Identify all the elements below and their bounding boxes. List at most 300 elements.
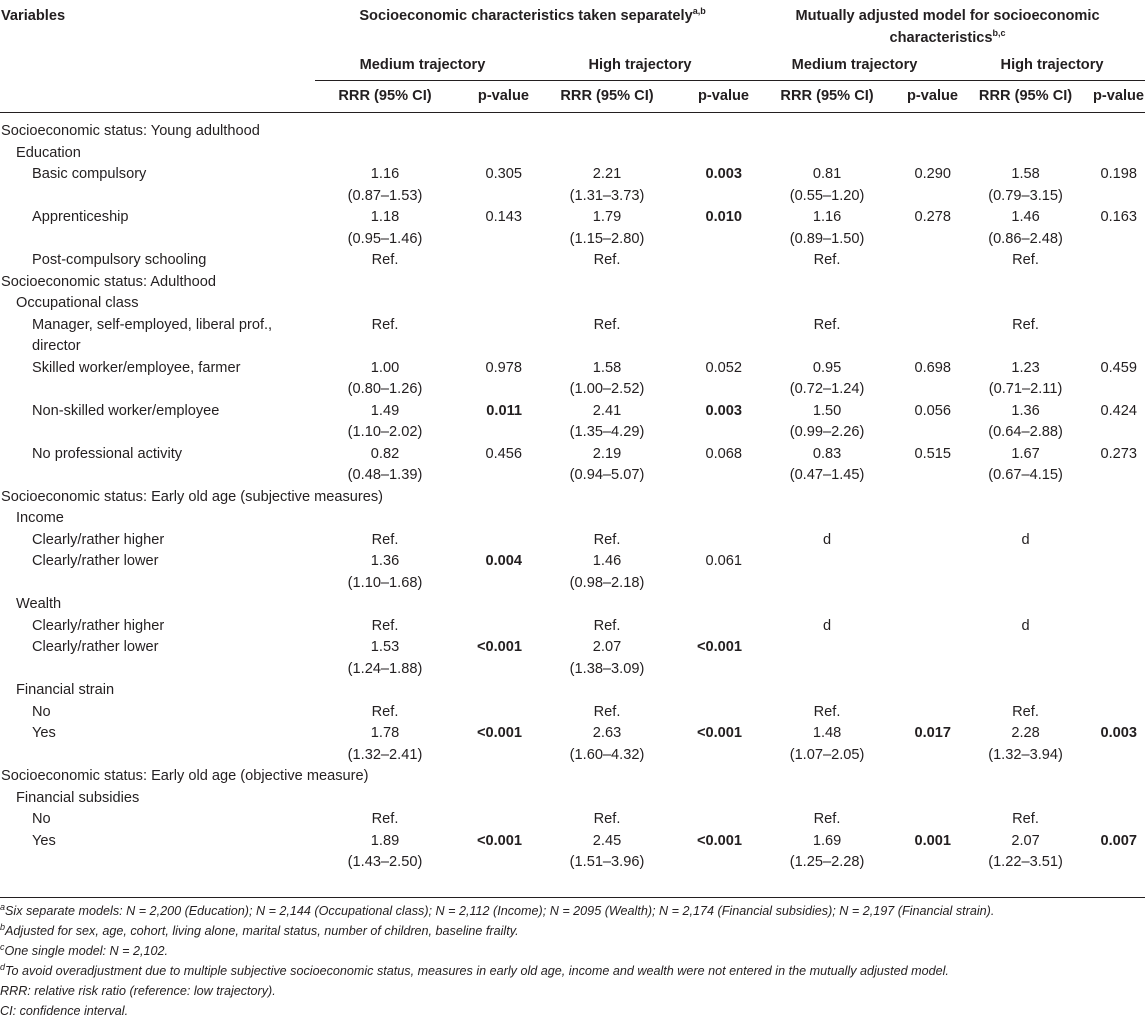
rrr-value: Ref. — [593, 617, 621, 634]
table-row — [0, 315, 1145, 358]
pvalue-cell — [1092, 637, 1145, 680]
ci-value: (0.80–1.26) — [347, 381, 423, 397]
rrr-value: Ref. — [593, 316, 621, 333]
ci-value: (0.71–2.11) — [988, 381, 1063, 397]
pvalue: 0.011 — [486, 402, 522, 419]
ci-value: (0.64–2.88) — [988, 424, 1063, 440]
ci-value: (0.86–2.48) — [988, 230, 1063, 247]
pvalue: 0.459 — [1100, 359, 1138, 376]
table-row — [0, 444, 1145, 487]
row-label: Clearly/rather lower — [32, 553, 159, 569]
rrr-cell — [530, 401, 684, 444]
row-label: Occupational class — [16, 295, 139, 311]
rrr-cell — [530, 723, 684, 766]
rrr-cell — [315, 207, 455, 250]
pvalue-cell — [455, 315, 530, 358]
rrr-value: 1.36 — [370, 553, 400, 569]
pvalue-cell — [684, 164, 750, 207]
row-label: Basic compulsory — [32, 166, 147, 182]
pvalue-header: p-value — [906, 87, 959, 104]
rrr-value: 1.16 — [370, 166, 400, 182]
table-row — [0, 637, 1145, 680]
adjusted-medium-header: Medium trajectory — [750, 49, 959, 80]
rrr-cell — [750, 637, 904, 680]
pvalue: 0.056 — [914, 402, 952, 419]
rrr-cell — [750, 809, 904, 831]
table-row — [0, 401, 1145, 444]
rrr-value: d — [822, 617, 832, 634]
rrr-value: 2.19 — [592, 445, 622, 462]
rrr-cell — [750, 831, 904, 878]
ci-value: (1.24–1.88) — [347, 660, 423, 677]
pvalue-cell — [904, 702, 959, 724]
row-label: Income — [16, 510, 64, 526]
pvalue-cell — [684, 401, 750, 444]
pvalue-header: p-value — [697, 87, 750, 104]
pvalue-cell — [455, 723, 530, 766]
footnote — [0, 901, 1145, 921]
pvalue: 0.143 — [485, 209, 522, 225]
pvalue-cell — [684, 315, 750, 358]
rrr-cell — [530, 444, 684, 487]
rrr-value: 1.23 — [1011, 359, 1040, 376]
rrr-value: 1.48 — [812, 725, 842, 741]
section-row — [0, 293, 1145, 315]
rrr-cell — [530, 637, 684, 680]
pvalue: 0.004 — [485, 553, 522, 569]
footnote — [0, 981, 1145, 1001]
pvalue: 0.515 — [914, 445, 952, 462]
rrr-value: Ref. — [813, 703, 841, 720]
rrr-cell — [315, 809, 455, 831]
pvalue: <0.001 — [476, 639, 522, 655]
ci-value: (0.67–4.15) — [988, 467, 1063, 483]
pvalue-cell — [455, 702, 530, 724]
pvalue-cell — [455, 616, 530, 638]
pvalue-cell — [684, 723, 750, 766]
rrr-value: Ref. — [593, 252, 621, 268]
pvalue-cell — [455, 831, 530, 878]
rrr-cell — [959, 401, 1092, 444]
pvalue-cell — [455, 250, 530, 272]
rrr-cell — [959, 637, 1092, 680]
pvalue-cell — [455, 444, 530, 487]
ci-value: (0.87–1.53) — [347, 187, 423, 204]
footnote-text: CI: confidence interval. — [0, 1004, 129, 1018]
pvalue-cell — [455, 530, 530, 552]
rrr-value: 2.07 — [592, 639, 622, 655]
table-body — [0, 113, 1145, 878]
ci-value: (1.60–4.32) — [569, 746, 645, 763]
rrr-cell — [315, 530, 455, 552]
rrr-value: Ref. — [371, 252, 399, 268]
ci-value: (1.10–1.68) — [347, 574, 423, 591]
rrr-header: RRR (95% CI) — [338, 87, 432, 104]
rrr-value: 1.49 — [370, 402, 400, 419]
pvalue: 0.052 — [705, 359, 743, 376]
rrr-cell — [530, 551, 684, 594]
rrr-value: Ref. — [593, 811, 621, 827]
rrr-header: RRR (95% CI) — [978, 87, 1073, 104]
rrr-value: 1.46 — [1011, 209, 1040, 225]
rrr-value: Ref. — [371, 316, 399, 333]
ci-value: (1.22–3.51) — [988, 854, 1063, 870]
rrr-value: 2.63 — [592, 725, 622, 741]
pvalue: 0.698 — [914, 359, 952, 376]
pvalue-cell — [904, 358, 959, 401]
ci-value: (1.10–2.02) — [347, 424, 423, 440]
rrr-cell — [959, 315, 1092, 358]
ci-value: (0.55–1.20) — [789, 187, 865, 204]
ci-value: (1.51–3.96) — [569, 854, 645, 870]
rrr-cell — [959, 444, 1092, 487]
pvalue: 0.001 — [914, 832, 952, 849]
pvalue: 0.003 — [705, 166, 743, 182]
pvalue: 0.003 — [1100, 725, 1138, 741]
rrr-cell — [750, 164, 904, 207]
rrr-value: Ref. — [371, 811, 399, 827]
pvalue-cell — [904, 164, 959, 207]
rrr-value: Ref. — [593, 703, 621, 720]
rrr-value: 0.82 — [370, 445, 400, 462]
row-label: Yes — [32, 725, 56, 741]
row-label: Clearly/rather lower — [32, 639, 159, 655]
pvalue: 0.003 — [705, 402, 743, 419]
rrr-cell — [959, 358, 1092, 401]
adjusted-high-header: High trajectory — [959, 49, 1145, 80]
row-label: Manager, self-employed, liberal prof., director — [32, 316, 273, 354]
rrr-cell — [959, 530, 1092, 552]
row-label: Wealth — [16, 596, 62, 612]
rrr-value: 1.00 — [370, 359, 400, 376]
pvalue-cell — [1092, 315, 1145, 358]
rrr-cell — [315, 637, 455, 680]
rrr-cell — [959, 207, 1092, 250]
ci-value: (0.94–5.07) — [569, 467, 645, 483]
rrr-cell — [530, 616, 684, 638]
rrr-cell — [750, 250, 904, 272]
rrr-value: 2.21 — [592, 166, 622, 182]
pvalue-cell — [684, 809, 750, 831]
rrr-value: Ref. — [1012, 316, 1039, 333]
row-label: Non-skilled worker/employee — [32, 402, 220, 419]
pvalue-cell — [455, 401, 530, 444]
rrr-value: 2.07 — [1011, 832, 1040, 849]
footnote — [0, 941, 1145, 961]
pvalue-cell — [455, 207, 530, 250]
ci-value: (1.32–2.41) — [347, 746, 423, 763]
pvalue: 0.007 — [1100, 832, 1138, 849]
table-row — [0, 358, 1145, 401]
row-label: Socioeconomic status: Early old age (objective measure) — [1, 768, 369, 784]
pvalue-cell — [684, 530, 750, 552]
pvalue: <0.001 — [696, 725, 743, 741]
pvalue: 0.061 — [705, 553, 743, 569]
footnote-text: Six separate models: N = 2,200 (Education); N = 2,144 (Occupational class); N = 2,112 (Income); N = 2095 (Wealth); N = 2,174 (Financial subsidies); N = 2,197 (Financial strain). — [5, 904, 995, 918]
rrr-cell — [530, 250, 684, 272]
rrr-value: 0.95 — [812, 359, 842, 376]
separate-medium-header: Medium trajectory — [315, 49, 530, 80]
pvalue-cell — [904, 551, 959, 594]
rrr-cell — [750, 358, 904, 401]
pvalue-cell — [455, 809, 530, 831]
ci-value: (0.98–2.18) — [569, 574, 645, 591]
pvalue: 0.978 — [485, 359, 522, 376]
footnote-text: To avoid overadjustment due to multiple subjective socioeconomic status, measures in early old age, income and wealth were not entered in the mutually adjusted model. — [5, 964, 949, 978]
pvalue: 0.163 — [1100, 209, 1138, 225]
rrr-value: Ref. — [371, 617, 399, 634]
pvalue: <0.001 — [696, 832, 743, 849]
pvalue-cell — [684, 358, 750, 401]
rrr-value: 1.53 — [370, 639, 400, 655]
pvalue: 0.424 — [1100, 402, 1138, 419]
rrr-cell — [959, 551, 1092, 594]
ci-value: (1.38–3.09) — [569, 660, 645, 677]
row-label: Financial subsidies — [16, 789, 140, 806]
separate-models-header: Socioeconomic characteristics taken separately$^{a,b}$ — [359, 6, 706, 24]
ci-value: (1.07–2.05) — [789, 746, 865, 763]
pvalue-cell — [1092, 358, 1145, 401]
rrr-cell — [959, 164, 1092, 207]
rrr-value: Ref. — [1012, 811, 1039, 827]
ci-value: (0.95–1.46) — [347, 230, 423, 247]
table-row — [0, 551, 1145, 594]
section-row — [0, 487, 1145, 509]
ci-value: (1.15–2.80) — [569, 230, 645, 247]
pvalue-cell — [455, 358, 530, 401]
rrr-cell — [959, 702, 1092, 724]
ci-value: (1.35–4.29) — [569, 424, 645, 440]
ci-value: (0.79–3.15) — [988, 187, 1063, 204]
rrr-value: Ref. — [371, 703, 399, 720]
rrr-value: d — [1021, 531, 1030, 548]
row-label: Financial strain — [16, 682, 115, 698]
pvalue-cell — [684, 616, 750, 638]
rrr-value: 1.46 — [592, 553, 622, 569]
rrr-cell — [530, 831, 684, 878]
table-row — [0, 723, 1145, 766]
table-row — [0, 207, 1145, 250]
rrr-cell — [315, 401, 455, 444]
pvalue: <0.001 — [476, 725, 522, 741]
pvalue-cell — [455, 551, 530, 594]
rrr-value: 1.58 — [1011, 166, 1040, 182]
ci-value: (1.25–2.28) — [789, 854, 865, 870]
rrr-cell — [959, 723, 1092, 766]
row-label: No — [32, 703, 51, 720]
footnote-mark: d — [0, 961, 6, 972]
rrr-cell — [530, 358, 684, 401]
footnote-mark: c — [0, 941, 5, 952]
rrr-value: 1.50 — [812, 402, 842, 419]
rrr-cell — [750, 401, 904, 444]
rrr-cell — [750, 444, 904, 487]
table-row — [0, 809, 1145, 831]
rrr-cell — [750, 702, 904, 724]
pvalue-cell — [684, 250, 750, 272]
rrr-cell — [959, 616, 1092, 638]
section-row — [0, 508, 1145, 530]
table-row — [0, 616, 1145, 638]
pvalue: 0.010 — [705, 209, 743, 225]
pvalue-cell — [455, 164, 530, 207]
rrr-value: 2.28 — [1011, 725, 1040, 741]
rrr-header: RRR (95% CI) — [560, 87, 654, 104]
rrr-value: Ref. — [1012, 703, 1039, 720]
pvalue-cell — [684, 207, 750, 250]
rrr-cell — [750, 616, 904, 638]
row-label: Socioeconomic status: Adulthood — [1, 273, 216, 290]
rrr-cell — [315, 444, 455, 487]
pvalue-cell — [684, 637, 750, 680]
rrr-value: Ref. — [813, 811, 841, 827]
pvalue: 0.198 — [1100, 166, 1138, 182]
pvalue-header: p-value — [477, 87, 529, 104]
table-row — [0, 530, 1145, 552]
footnote-text: RRR: relative risk ratio (reference: low trajectory). — [0, 984, 276, 998]
rrr-cell — [530, 207, 684, 250]
section-row — [0, 680, 1145, 702]
rrr-cell — [315, 358, 455, 401]
rrr-cell — [530, 702, 684, 724]
pvalue-cell — [1092, 444, 1145, 487]
footnote-mark: b — [0, 921, 6, 932]
rrr-cell — [530, 530, 684, 552]
rrr-value: Ref. — [813, 316, 841, 333]
table-row — [0, 164, 1145, 207]
pvalue-cell — [1092, 616, 1145, 638]
footnote-mark: a — [0, 901, 6, 912]
section-row — [0, 594, 1145, 616]
rrr-value: 1.18 — [370, 209, 400, 225]
pvalue-cell — [1092, 207, 1145, 250]
rrr-cell — [530, 164, 684, 207]
row-label: Socioeconomic status: Young adulthood — [1, 123, 260, 139]
pvalue-cell — [904, 207, 959, 250]
row-label: Clearly/rather higher — [32, 617, 165, 634]
rrr-cell — [750, 723, 904, 766]
pvalue-cell — [1092, 551, 1145, 594]
rrr-cell — [315, 831, 455, 878]
ci-value: (0.72–1.24) — [789, 381, 865, 397]
ci-value: (1.32–3.94) — [988, 746, 1063, 763]
pvalue-cell — [904, 315, 959, 358]
ci-value: (0.47–1.45) — [789, 467, 865, 483]
ci-value: (0.48–1.39) — [347, 467, 423, 483]
rrr-value: 1.16 — [812, 209, 842, 225]
rrr-cell — [959, 809, 1092, 831]
row-label: Post-compulsory schooling — [32, 252, 207, 268]
rrr-value: 1.89 — [370, 832, 400, 849]
footnote-text: One single model: N = 2,102. — [4, 944, 168, 958]
ci-value: (1.43–2.50) — [347, 854, 423, 870]
pvalue-cell — [904, 723, 959, 766]
rrr-value: 1.69 — [812, 832, 842, 849]
rrr-cell — [315, 723, 455, 766]
pvalue-cell — [904, 530, 959, 552]
pvalue-cell — [684, 551, 750, 594]
section-row — [0, 766, 1145, 788]
rrr-cell — [750, 315, 904, 358]
footnote-text: Adjusted for sex, age, cohort, living alone, marital status, number of children, baseline frailty. — [5, 924, 519, 938]
pvalue: 0.278 — [914, 209, 952, 225]
ci-value: (1.00–2.52) — [569, 381, 645, 397]
rrr-cell — [315, 250, 455, 272]
row-label: No professional activity — [32, 445, 183, 462]
pvalue-cell — [1092, 530, 1145, 552]
ci-value: (0.99–2.26) — [789, 424, 865, 440]
rrr-value: 1.67 — [1011, 445, 1040, 462]
rrr-value: d — [1021, 617, 1030, 634]
pvalue-cell — [904, 444, 959, 487]
pvalue: 0.068 — [705, 445, 743, 462]
pvalue-cell — [1092, 723, 1145, 766]
row-label: Skilled worker/employee, farmer — [32, 359, 241, 376]
table-row — [0, 702, 1145, 724]
rrr-value: 2.41 — [592, 402, 622, 419]
pvalue-cell — [1092, 702, 1145, 724]
rrr-cell — [750, 530, 904, 552]
footnote — [0, 921, 1145, 941]
rrr-cell — [959, 250, 1092, 272]
pvalue: 0.273 — [1100, 445, 1138, 462]
pvalue-cell — [904, 809, 959, 831]
pvalue-cell — [684, 702, 750, 724]
rrr-cell — [530, 315, 684, 358]
pvalue-cell — [1092, 401, 1145, 444]
rrr-value: 1.78 — [370, 725, 400, 741]
pvalue-cell — [904, 616, 959, 638]
footnotes — [0, 897, 1145, 1021]
pvalue: 0.017 — [914, 725, 952, 741]
pvalue-cell — [1092, 809, 1145, 831]
rrr-cell — [315, 164, 455, 207]
pvalue-cell — [455, 637, 530, 680]
pvalue: <0.001 — [476, 832, 522, 849]
adjusted-model-header: Mutually adjusted model for socioeconomic characteristics$^{b,c}$ — [795, 8, 1100, 46]
row-label: Apprenticeship — [32, 209, 129, 225]
rrr-cell — [750, 551, 904, 594]
variables-header: Variables — [1, 8, 66, 24]
row-label: Yes — [32, 832, 56, 849]
pvalue-cell — [1092, 831, 1145, 878]
rrr-cell — [959, 831, 1092, 878]
row-label: No — [32, 811, 51, 827]
row-label: Education — [16, 144, 81, 161]
rrr-value: Ref. — [593, 531, 621, 548]
rrr-cell — [750, 207, 904, 250]
section-row — [0, 788, 1145, 810]
pvalue-cell — [904, 831, 959, 878]
pvalue: <0.001 — [696, 639, 743, 655]
rrr-value: Ref. — [813, 252, 841, 268]
table-row — [0, 250, 1145, 272]
pvalue: 0.456 — [485, 445, 522, 462]
rrr-value: 0.81 — [812, 166, 842, 182]
rrr-value: 1.36 — [1011, 402, 1040, 419]
rrr-value: Ref. — [1012, 252, 1039, 268]
rrr-value: 0.83 — [812, 445, 842, 462]
pvalue-cell — [904, 637, 959, 680]
pvalue-cell — [904, 250, 959, 272]
pvalue-cell — [684, 831, 750, 878]
row-label: Socioeconomic status: Early old age (subjective measures) — [1, 488, 384, 505]
pvalue-cell — [684, 444, 750, 487]
pvalue-header: p-value — [1092, 87, 1145, 104]
rrr-cell — [315, 315, 455, 358]
separate-high-header: High trajectory — [530, 49, 750, 80]
rrr-cell — [315, 702, 455, 724]
